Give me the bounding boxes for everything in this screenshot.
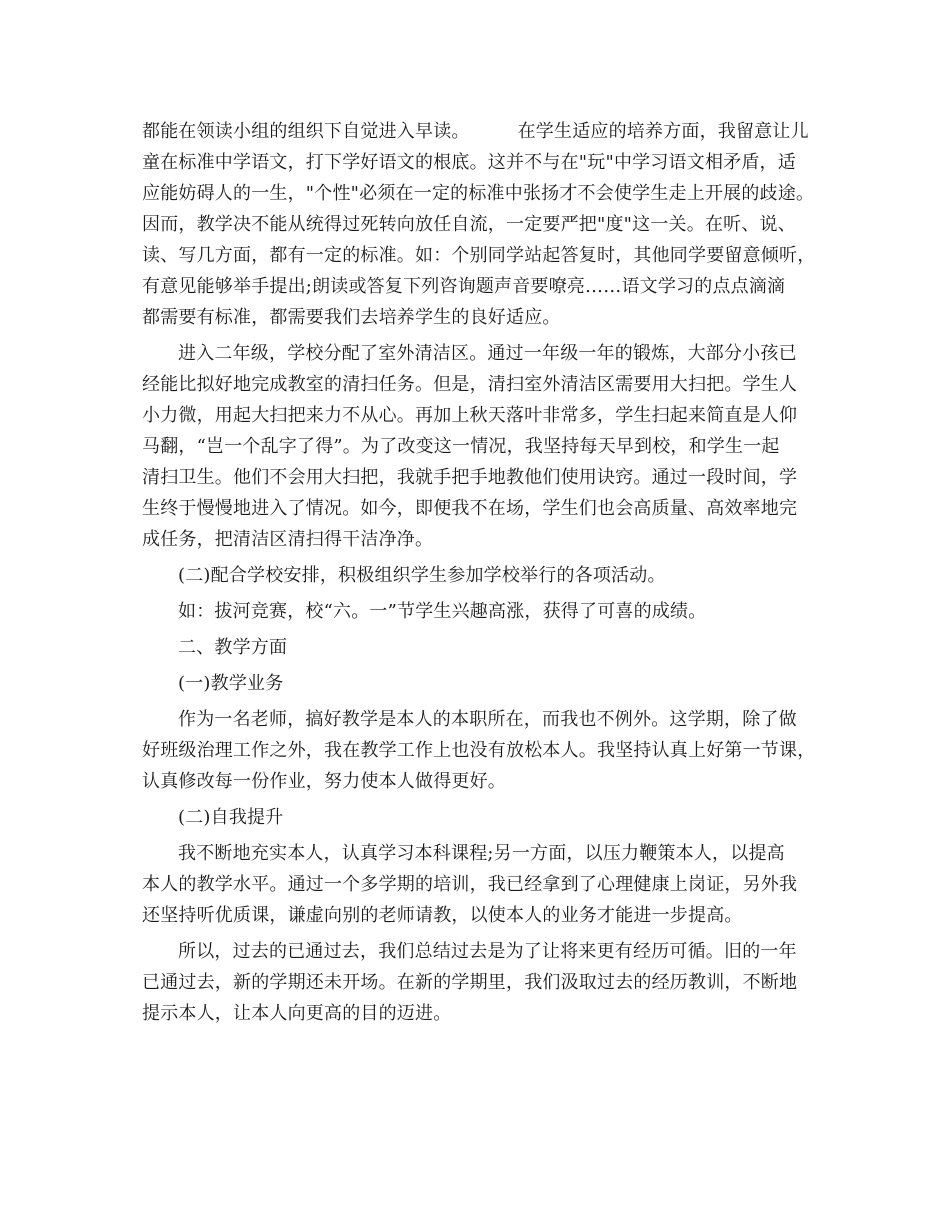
text-line: (二)配合学校安排，积极组织学生参加学校举行的各项活动。 <box>178 565 666 586</box>
paragraph-cleaning <box>142 338 814 555</box>
text-line: 生终于慢慢地进入了情况。如今，即便我不在场，学生们也会高质量、高效率地完 <box>142 498 798 519</box>
text-line: 还坚持听优质课，谦虚向别的老师请教，以使本人的业务才能进一步提高。 <box>142 905 743 926</box>
paragraph-conclusion <box>142 936 814 1029</box>
text-run: 都能在领读小组的组织下自觉进入早读。 <box>142 121 470 142</box>
text-line: 我不断地充实本人，认真学习本科课程;另一方面，以压力鞭策本人，以提高 <box>178 843 785 864</box>
text-line: 读、写几方面，都有一定的标准。如：个别同学站起答复时，其他同学要留意倾听， <box>142 245 816 266</box>
document-body <box>142 116 814 1029</box>
paragraph-morning-reading <box>142 116 814 333</box>
subheading-self-improvement <box>142 802 814 833</box>
text-line: 认真修改每一份作业，努力使本人做得更好。 <box>142 771 506 792</box>
subheading-teaching-work <box>142 668 814 699</box>
paragraph-tug-of-war <box>142 596 814 627</box>
text-line: 清扫卫生。他们不会用大扫把，我就手把手地教他们使用诀窍。通过一段时间，学 <box>142 467 798 488</box>
text-line: 小力微，用起大扫把来力不从心。再加上秋天落叶非常多，学生扫起来简直是人仰 <box>142 405 798 426</box>
text-line: 好班级治理工作之外，我在教学工作上也没有放松本人。我坚持认真上好第一节课， <box>142 740 816 761</box>
text-line: 提示本人，让本人向更高的目的迈进。 <box>142 1003 452 1024</box>
paragraph-self-improvement <box>142 838 814 931</box>
text-line: 二、教学方面 <box>178 637 288 658</box>
text-line: 应能妨碍人的一生，"个性"必须在一定的标准中张扬才不会使学生走上开展的歧途。 <box>142 183 815 204</box>
text-line: (一)教学业务 <box>178 673 284 694</box>
text-line: 有意见能够举手提出;朗读或答复下列咨询题声音要嘹亮……语文学习的点点滴滴 <box>142 276 786 297</box>
text-line: 进入二年级，学校分配了室外清洁区。通过一年级一年的锻炼，大部分小孩已 <box>178 343 797 364</box>
paragraph-school-activities <box>142 560 814 591</box>
text-line: 经能比拟好地完成教室的清扫任务。但是，清扫室外清洁区需要用大扫把。学生人 <box>142 374 798 395</box>
text-line: (二)自我提升 <box>178 807 284 828</box>
text-line: 如：拔河竞赛，校“六。一”节学生兴趣高涨，获得了可喜的成绩。 <box>178 601 707 622</box>
text-run: 在学生适应的培养方面，我留意让儿 <box>517 121 809 142</box>
paragraph-teaching-work <box>142 704 814 797</box>
text-line: 成任务，把清洁区清扫得干洁净净。 <box>142 529 434 550</box>
text-line: 本人的教学水平。通过一个多学期的培训，我已经拿到了心理健康上岗证，另外我 <box>142 874 798 895</box>
text-line: 马翻，“岂一个乱字了得”。为了改变这一情况，我坚持每天早到校，和学生一起 <box>142 436 780 457</box>
text-line: 因而，教学决不能从统得过死转向放任自流，一定要严把"度"这一关。在听、说、 <box>142 214 796 235</box>
text-line: 作为一名老师，搞好教学是本人的本职所在，而我也不例外。这学期，除了做 <box>178 709 797 730</box>
text-line: 已通过去，新的学期还未开场。在新的学期里，我们汲取过去的经历教训，不断地 <box>142 972 798 993</box>
text-line <box>142 116 814 147</box>
text-line: 都需要有标准，都需要我们去培养学生的良好适应。 <box>142 307 561 328</box>
text-line: 童在标准中学语文，打下学好语文的根底。这并不与在"玩"中学习语文相矛盾，适 <box>142 152 796 173</box>
text-line: 所以，过去的已通过去，我们总结过去是为了让将来更有经历可循。旧的一年 <box>178 941 797 962</box>
section-heading-teaching <box>142 632 814 663</box>
